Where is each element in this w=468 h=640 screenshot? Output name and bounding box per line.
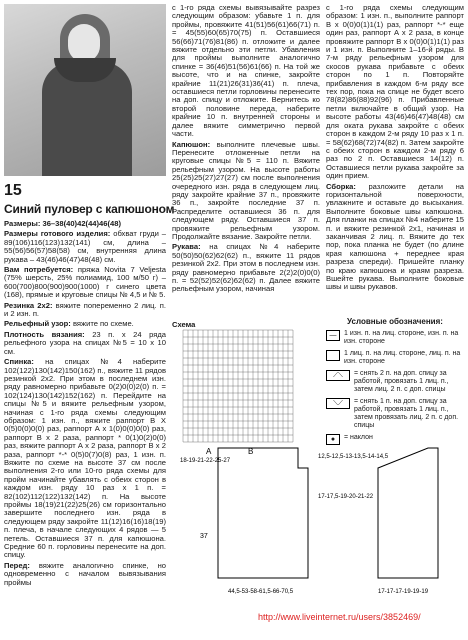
paragraph: Рельефный узор: вяжите по схеме.	[4, 319, 134, 329]
legend-item: ⟋⟍ = снять 2 п. на доп. спицу за работой, провязать 1 лиц. п., затем лиц. 2 п. с доп. спицы	[326, 370, 464, 394]
cable-left-icon: ⟍⟋	[326, 398, 350, 409]
paragraph: Сборка: разложите детали на горизонтальной поверхности, увлажните и оставьте до высыхания. Выполните боковые швы капюшона. Для планки на спицах №4 наберите 15 п. и вяжите резинкой 2х1, начиная и заканчивая 2 лиц. п. Вяжите до тех пор, пока планка не будет (по длине края капюшона + переднее края разреза спереди). Пришейте планку по краю капюшона и краям разреза. Вшейте рукава. Выполните боковые швы и швы рукавов.	[326, 181, 464, 292]
legend	[326, 318, 464, 449]
repeat-a-label: А	[206, 447, 212, 456]
column-3	[326, 4, 464, 294]
paragraph: Капюшон: выполните плечевые швы. Перенесите отложенные петли на круговые спицы №5 = 110 п. Вяжите рельефным узором. На высоте работы 25(25)25(27)27(27) см после выполнения очередного изн. ряда в следующем лиц. ряду закройте крайние 37 п., провяжите 36 п., закройте последние 37 п. Распределите оставшиеся 36 п. для следующем ряду. Оставшиеся 37 п. провяжите рельефным узором. Продолжайте вязание. Закройте петли.	[172, 139, 320, 241]
page-number: 15	[4, 182, 22, 199]
repeat-b-label: В	[248, 447, 254, 456]
schema-label: Схема	[172, 320, 196, 329]
bobble-icon: ●	[326, 434, 340, 445]
garment-schematic	[178, 438, 464, 598]
paragraph: Спинка: на спицах №4 наберите 102(122)130(142)150(162) п., вяжите 11 рядов резинкой 2х2. При этом в последнем изн. ряду равномерно прибавьте 0(2)0(0)2(0) п. = 102(124)130(142)152(162) п. Перейдите на спицы №5 и вяжите рельефным узором, начиная с 1-го ряда схемы следующим образом: 1 изн. п., вяжите раппорт В Х 0(5)0(0)0(0) раз, раппорт А х 1(0)0(0)0(0) раз, раппорт В х 2 раза, раппорт * 0(1)0(2)0(0) раз, вяжите раппорт А х 2 раза, раппорт В х 2 раза, раппорт *-* 0(5)0(7)0(8) раз, 1 изн. п. Вяжите по схеме на высоте 37 см после выполнения 2-го или 10-го ряда схемы для пройм начинайте убавлять с обеих сторон в каждом изн. ряду 10 раз х 1 п. = 82(102)112(122)132(142) п. На высоте проймы 18(19)21(22)25(26) см горизонтально завершите последнего изн. ряда в следующем ряду закройте 11(12)16(16)18(19) п. плеча, в начале следующих 4 рядов — 5 петель. Оставшиеся 37 п. для капюшона. Средние 60 п. горловины перенесите на доп. спицу.	[4, 357, 166, 560]
paragraph: с 1-го ряда схемы вывязывайте разрез следующим образом: убавьте 1 п. для проймы, провяжите 41(51)56(61)66(71) п. = 45(55)60(65)70(75) п. Оставшиеся 56(66)71(76)81(86) п. отложите и далее вяжите отдельно эти петли. Убавления для проймы выполните аналогично спинке = 36(46)51(56)61(66) п. На той же высоте, что и на спинке, закройте крайние 11(21)26(31)36(41) п. плеча, оставшиеся петли горловины перенесите на доп. спицу и отложите. Вернитесь ко второй половине переда, наберите крайние 10 п. внутренней стороны и далее вяжите симметрично первой части.	[172, 3, 320, 139]
source-url[interactable]: http://www.liveinternet.ru/users/3852469/	[258, 612, 421, 622]
purl-symbol-icon: —	[326, 330, 340, 341]
paragraph: с 1-го ряда схемы следующим образом: 1 изн. п., выполните раппорт В х 0(0)0(1)1(1) раз, раппорт *-* еще один раз, раппорт А х 2 раза, в конце провяжите раппорт В х 0(0)0(1)1(1) раз и 1 изн. п. Выполните 1–16-й ряды. В 7-м ряду рельефным узором для скосов рукава прибавьте с обеих сторон по 1 п. Повторяйте прибавления в каждом 6-м ряду все тех пор, пока на спице не будет всего 78(82)86(88)92(96) п. Прибавленные петли включайте в общий узор. На высоте работы 43(46)46(47)48(48) см для оката рукава закройте с обеих сторон в каждом 2-м ряду 10 раз х 1 п. = 58(62)68(72)74(82) п. Затем закройте с обеих сторон в каждом 2-м ряду 6 раз по 2 п. Оставшиеся 14(12) п. Оставшиеся петли рукава закройте за один прием.	[326, 3, 464, 181]
pattern-label: 18-19-21-22-25-27	[180, 458, 231, 464]
legend-title: Условные обозначения:	[347, 317, 443, 326]
legend-item: 1 лиц. п. на лиц. стороне, лиц. п. на изн. стороне	[326, 350, 464, 366]
column-1	[4, 220, 166, 589]
legend-item: — 1 изн. п. на лиц. стороне, изн. п. на изн. стороне	[326, 330, 464, 346]
pattern-label: 17-17,5-19-20-21-22	[318, 494, 374, 500]
pattern-label: 12,5-12,5-13-13,5-14-14,5	[318, 454, 389, 460]
legend-item: ● = наклон	[326, 434, 464, 445]
paragraph: Плотность вязания: 23 п. х 24 ряда рельефного узора на спицах №5 = 10 х 10 см.	[4, 329, 166, 356]
paragraph: Резинка 2х2: вяжите попеременно 2 лиц. п. и 2 изн. п.	[4, 300, 166, 319]
legend-item: ⟍⟋ = снять 1 п. на доп. спицу за работой, провязать 1 лиц. п., затем провязать лиц. 2 п. с доп. спицы	[326, 398, 464, 430]
knit-symbol-icon	[326, 350, 340, 361]
pattern-label: 17-17-17-19-19-19	[378, 589, 429, 595]
model-photo	[4, 4, 166, 176]
pattern-label: 37	[200, 533, 208, 540]
column-2	[172, 4, 320, 296]
paragraph: Перед: вяжите аналогично спинке, но одновременно с началом вывязывания проймы	[4, 560, 166, 587]
pattern-label: 44,5-53-58-61,5-66-70,5	[228, 589, 294, 595]
paragraph: Размеры готового изделия: обхват груди – 89(106)116(123)132(141) см, длина – 55(56)56(57)58(58) см, внутренняя длина рукава – 43(46)46(47)48(48) см.	[4, 229, 167, 264]
paragraph: Вам потребуется: пряжа Novita 7 Veljesta (75% шерсть, 25% полиамид, 100 м/50 г) – 600(700)800(900)900(1000) г синего цвета (168), прямые и круговые спицы № 4,5 и № 5.	[4, 265, 166, 300]
cable-right-icon: ⟋⟍	[326, 370, 350, 381]
paragraph: Рукава: на спицах №4 наберите 50(50)50(62)62(62) п., вяжите 11 рядов резинкой 2х2. При этом в последнем изн. ряду равномерно прибавьте 2(2)2(0)0(0) п. = 52(52)52(62)62(62) п. Далее вяжите рельефным узором, начиная	[172, 242, 320, 294]
sizes-line: Размеры: 36–38(40)42(44)46(48)	[4, 219, 121, 228]
page-title: Синий пуловер с капюшоном	[4, 202, 175, 216]
